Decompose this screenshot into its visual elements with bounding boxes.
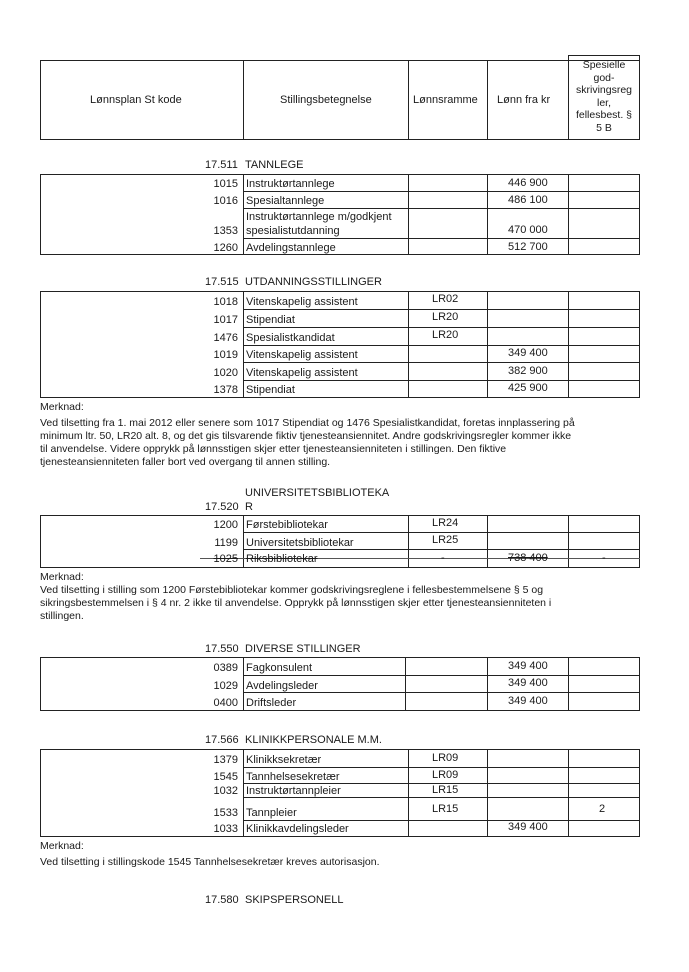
row-code: 1018: [213, 296, 238, 308]
row-salary: 382 900: [508, 365, 548, 377]
header-col-frame: Lønnsramme: [413, 94, 478, 106]
row-code: 1378: [213, 384, 238, 396]
row-salary: 349 400: [508, 660, 548, 672]
row-frame: LR09: [432, 769, 459, 781]
header-col-special: Spesielle god- skrivingsreg ler, fellesbest. § 5 B: [575, 59, 633, 134]
row-frame: LR24: [432, 517, 459, 529]
section-title: TANNLEGE: [245, 159, 304, 171]
row-title: Klinikksekretær: [246, 754, 322, 766]
section-code: 17.511: [205, 159, 238, 171]
note-text: Ved tilsetting i stilling som 1200 Førstebibliotekar kommer godskrivingsreglene i fellesbestemmelsene § 5 og sikringsbestemmelsen i § 4 nr. 2 ikke til anvendelse. Opprykk på lønnsstigen skjer etter tjenesteansienniteten i stillingen.: [40, 584, 552, 622]
row-title: Vitenskapelig assistent: [246, 367, 358, 379]
header-col-code: Lønnsplan St kode: [90, 94, 182, 106]
row-title: Vitenskapelig assistent: [246, 296, 358, 308]
row-title: Riksbibliotekar: [246, 553, 318, 565]
row-code: 1545: [213, 771, 238, 783]
row-title: Avdelingstannlege: [246, 242, 336, 254]
row-frame: LR20: [432, 311, 459, 323]
header-col-title: Stillingsbetegnelse: [280, 94, 372, 106]
row-title: Driftsleder: [246, 697, 297, 709]
row-special: 2: [599, 803, 606, 815]
note-text: Ved tilsetting i stillingskode 1545 Tannhelsesekretær kreves autorisasjon.: [40, 856, 380, 868]
row-salary: 349 400: [508, 347, 548, 359]
row-salary: 349 400: [508, 821, 548, 833]
row-salary: 446 900: [508, 177, 548, 189]
row-code: 1199: [214, 537, 238, 549]
row-salary: 738 400: [508, 552, 548, 564]
header-col-salary: Lønn fra kr: [497, 94, 551, 106]
row-title: Førstebibliotekar: [246, 519, 328, 531]
row-salary: 349 400: [508, 695, 548, 707]
row-title: Stipendiat: [246, 314, 295, 326]
row-salary: 425 900: [508, 382, 548, 394]
row-special: -: [602, 552, 606, 564]
row-frame: LR20: [432, 329, 459, 341]
row-code: 1019: [213, 349, 238, 361]
row-code: 1025: [213, 553, 238, 565]
row-code: 1016: [213, 195, 238, 207]
row-code: 0389: [213, 662, 238, 674]
row-title: Fagkonsulent: [246, 662, 313, 674]
row-frame: LR25: [432, 534, 459, 546]
section-title: UNIVERSITETSBIBLIOTEKA: [245, 487, 390, 499]
note-label: Merknad:: [40, 401, 84, 413]
row-title: Vitenskapelig assistent: [246, 349, 358, 361]
row-code: 1029: [213, 680, 238, 692]
row-code: 1017: [213, 314, 238, 326]
row-salary: 470 000: [508, 224, 548, 236]
row-title: Spesialistkandidat: [246, 332, 335, 344]
row-title: Klinikkavdelingsleder: [246, 823, 349, 835]
section-code: 17.580: [205, 894, 239, 906]
row-code: 1033: [213, 823, 238, 835]
row-title: Instruktørtannpleier: [246, 785, 341, 797]
row-frame: LR02: [432, 293, 459, 305]
row-title: Instruktørtannlege m/godkjent: [246, 211, 392, 223]
row-code: 1379: [213, 754, 238, 766]
row-code: 1032: [213, 785, 238, 797]
row-frame: -: [441, 552, 445, 564]
note-text: Ved tilsetting fra 1. mai 2012 eller senere som 1017 Stipendiat og 1476 Spesialistkandidat, foretas innplassering på minimum ltr. 50, LR20 alt. 8, og det gis tilsvarende fiktiv tjenesteansiennitet. Andre godskrivingsregler kommer ikke til anvendelse. Videre opprykk på lønnsstigen skjer etter tjenesteansienniteten i stillingen. Den fiktive tjenesteansienniteten faller bort ved overgang til annen stilling.: [40, 417, 575, 468]
section-title: SKIPSPERSONELL: [245, 894, 344, 906]
row-title: Spesialtannlege: [246, 195, 325, 207]
row-code: 1015: [213, 178, 238, 190]
row-frame: LR15: [432, 803, 459, 815]
row-code: 1260: [213, 242, 238, 254]
section-title-cont: R: [245, 501, 253, 513]
section-title: DIVERSE STILLINGER: [245, 643, 361, 655]
row-title: Avdelingsleder: [246, 680, 318, 692]
row-code: 1200: [213, 519, 238, 531]
section-title: KLINIKKPERSONALE M.M.: [245, 734, 382, 746]
row-salary: 349 400: [508, 677, 548, 689]
row-code: 1476: [213, 332, 238, 344]
row-salary: 486 100: [508, 194, 548, 206]
row-code: 1533: [213, 807, 238, 819]
note-label: Merknad:: [40, 840, 84, 852]
row-frame: LR09: [432, 752, 459, 764]
section-code: 17.520: [205, 501, 239, 513]
row-title: Stipendiat: [246, 384, 295, 396]
row-frame: LR15: [432, 784, 459, 796]
row-code: 0400: [213, 697, 238, 709]
row-title: Tannhelsesekretær: [246, 771, 340, 783]
section-title: UTDANNINGSSTILLINGER: [245, 276, 382, 288]
row-code: 1020: [213, 367, 238, 379]
note-label: Merknad:: [40, 571, 84, 583]
section-code: 17.566: [205, 734, 239, 746]
section-code: 17.515: [205, 276, 239, 288]
row-title: Instruktørtannlege: [246, 178, 335, 190]
row-title-cont: spesialistutdanning: [246, 225, 340, 237]
section-code: 17.550: [205, 643, 239, 655]
row-salary: 512 700: [508, 241, 548, 253]
row-code: 1353: [213, 225, 238, 237]
row-title: Tannpleier: [246, 807, 297, 819]
row-title: Universitetsbibliotekar: [246, 537, 354, 549]
